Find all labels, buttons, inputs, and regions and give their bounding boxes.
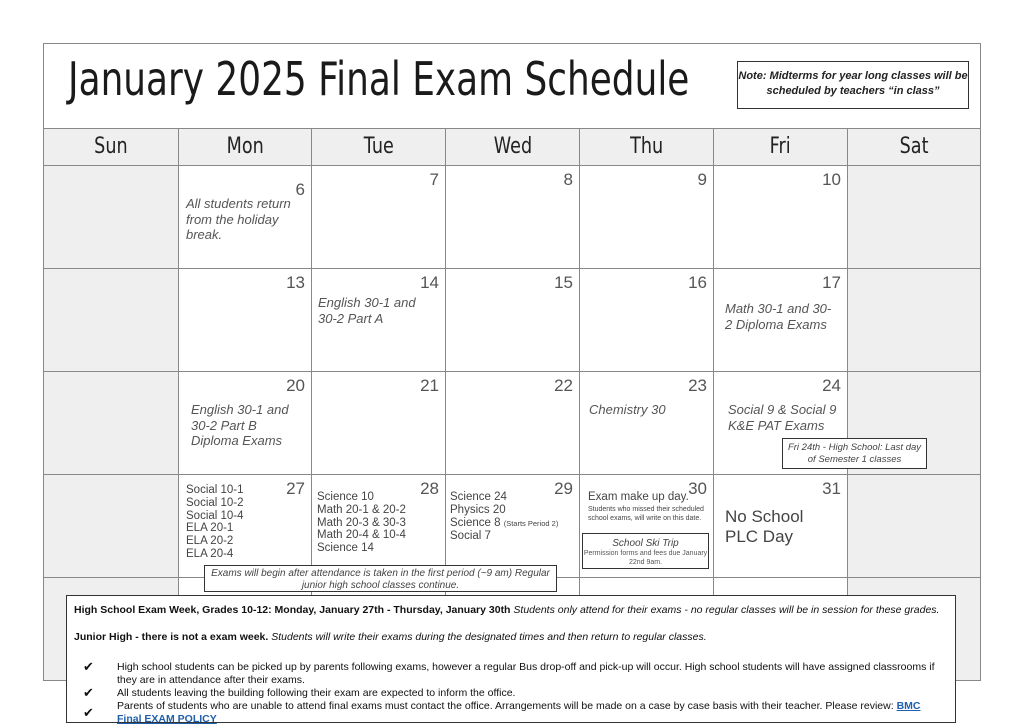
day-number: 20 [286, 376, 305, 395]
exam-item: ELA 20-2 [186, 535, 234, 548]
exam-item: ELA 20-4 [186, 547, 234, 560]
bullet-absence-info: Parents of students who are unable to attend final exams must contact the office. Arrangements will be made on a case by case basis with their teacher. Please review: BMC Final EXAM POLICY [117, 700, 921, 725]
exam-item: ELA 20-1 [186, 522, 234, 535]
no-school-line: No School [725, 507, 804, 526]
day-cell-sun-w4 [43, 474, 179, 578]
day-cell-tue-7 [311, 165, 446, 269]
attendance-note: Exams will begin after attendance is taken in the first period (~9 am) Regular junior high school classes continue. [204, 565, 557, 592]
day-cell-sun-w1 [43, 165, 179, 269]
day-number: 27 [286, 479, 305, 498]
day-number: 14 [420, 273, 439, 292]
high-school-info: High School Exam Week, Grades 10-12: Monday, January 27th - Thursday, January 30th Students only attend for their exams - no regular classes will be in session for these grades. [74, 604, 940, 616]
check-icon: ✔ [83, 659, 94, 674]
exam-item: Science 10 [317, 491, 374, 503]
exam-list [186, 484, 244, 561]
exam-item: Math 20-4 & 10-4 [317, 529, 406, 542]
day-cell-mon-27 [178, 474, 312, 578]
ski-trip-title: School Ski Trip [612, 538, 679, 549]
makeup-title: Exam make up day. [588, 491, 689, 503]
day-number: 6 [295, 180, 305, 199]
page-title: January 2025 Final Exam Schedule [68, 52, 690, 106]
day-header-wed: Wed [445, 128, 580, 166]
day-event-text: English 30-1 and 30-2 Part A [318, 295, 416, 326]
check-icon: ✔ [83, 705, 94, 720]
exam-item: Social 10-2 [186, 496, 244, 509]
semester-end-note: Fri 24th - High School: Last day of Semester 1 classes [782, 438, 927, 469]
day-header-mon: Mon [178, 128, 312, 166]
day-cell-sat-w2 [847, 268, 981, 372]
day-cell-mon-20 [178, 371, 312, 475]
exam-list [317, 491, 406, 555]
day-cell-fri-31 [713, 474, 848, 578]
no-school-label [725, 507, 803, 547]
day-number: 17 [822, 273, 841, 292]
day-number: 10 [822, 170, 841, 189]
makeup-subtext: Students who missed their scheduled school exams, will write on this date. [588, 506, 704, 522]
day-cell-wed-22 [445, 371, 580, 475]
day-cell-sun-w3 [43, 371, 179, 475]
exam-item: Science 24 [450, 491, 507, 503]
exam-item: Math 20-3 & 30-3 [317, 516, 406, 529]
day-event-text: All students return from the holiday break. [186, 196, 291, 242]
day-event-text: English 30-1 and 30-2 Part B Diploma Exams [191, 402, 289, 448]
day-cell-fri-17 [713, 268, 848, 372]
exam-item-note: (Starts Period 2) [503, 518, 559, 528]
check-icon: ✔ [83, 685, 94, 700]
exam-list [450, 491, 558, 543]
day-cell-wed-29 [445, 474, 580, 578]
day-number: 24 [822, 376, 841, 395]
exam-item: Social 10-1 [186, 484, 244, 496]
day-number: 28 [420, 479, 439, 498]
day-header-tue: Tue [311, 128, 446, 166]
day-cell-tue-14 [311, 268, 446, 372]
exam-item: Science 14 [317, 542, 374, 555]
day-number: 29 [554, 479, 573, 498]
day-header-sat: Sat [847, 128, 981, 166]
exam-item: Math 20-1 & 20-2 [317, 503, 406, 516]
day-cell-tue-28 [311, 474, 446, 578]
day-number: 30 [688, 479, 707, 498]
midterm-note: Note: Midterms for year long classes will be scheduled by teachers “in class” [737, 61, 969, 109]
day-number: 31 [822, 479, 841, 498]
junior-high-info: Junior High - there is not a exam week. Students will write their exams during the designated times and then return to regular classes. [74, 631, 707, 643]
day-cell-thu-9 [579, 165, 714, 269]
day-cell-sat-w1 [847, 165, 981, 269]
day-cell-mon-13 [178, 268, 312, 372]
day-number: 23 [688, 376, 707, 395]
day-event-text: Math 30-1 and 30-2 Diploma Exams [725, 301, 832, 332]
day-header-thu: Thu [579, 128, 714, 166]
exam-item: Physics 20 [450, 503, 506, 516]
day-event-text: Chemistry 30 [589, 402, 666, 417]
day-cell-thu-23 [579, 371, 714, 475]
day-number: 13 [286, 273, 305, 292]
day-number: 15 [554, 273, 573, 292]
day-cell-tue-21 [311, 371, 446, 475]
day-number: 9 [697, 170, 707, 189]
exam-week-info-box [66, 595, 956, 723]
day-cell-sat-w4 [847, 474, 981, 578]
day-header-fri: Fri [713, 128, 848, 166]
day-cell-thu-16 [579, 268, 714, 372]
day-number: 16 [688, 273, 707, 292]
day-cell-fri-10 [713, 165, 848, 269]
day-number: 21 [420, 376, 439, 395]
day-cell-wed-15 [445, 268, 580, 372]
day-header-sun: Sun [43, 128, 179, 166]
day-number: 7 [429, 170, 439, 189]
bullet-pickup-info: High school students can be picked up by parents following exams, however a regular Bus drop-off and pick-up will occur. High school students will have assigned classrooms if they are in attendance after their exams. [117, 661, 935, 686]
day-number: 8 [563, 170, 573, 189]
exam-item: Social 10-4 [186, 509, 244, 522]
day-cell-mon-6 [178, 165, 312, 269]
exam-policy-link[interactable]: BMC Final EXAM POLICY [117, 700, 921, 725]
day-number: 22 [554, 376, 573, 395]
day-event-text: Social 9 & Social 9 K&E PAT Exams [728, 402, 837, 433]
exam-item: Science 8 (Starts Period 2) [450, 516, 559, 529]
day-cell-sun-w2 [43, 268, 179, 372]
day-cell-wed-8 [445, 165, 580, 269]
plc-day-line: PLC Day [725, 527, 794, 546]
ski-trip-note [582, 533, 709, 569]
exam-item: Social 7 [450, 530, 491, 543]
ski-trip-subtext: Permission forms and fees due January 22nd 9am. [583, 550, 708, 566]
bullet-leaving-info: All students leaving the building following their exam are expected to inform the office. [117, 687, 516, 699]
